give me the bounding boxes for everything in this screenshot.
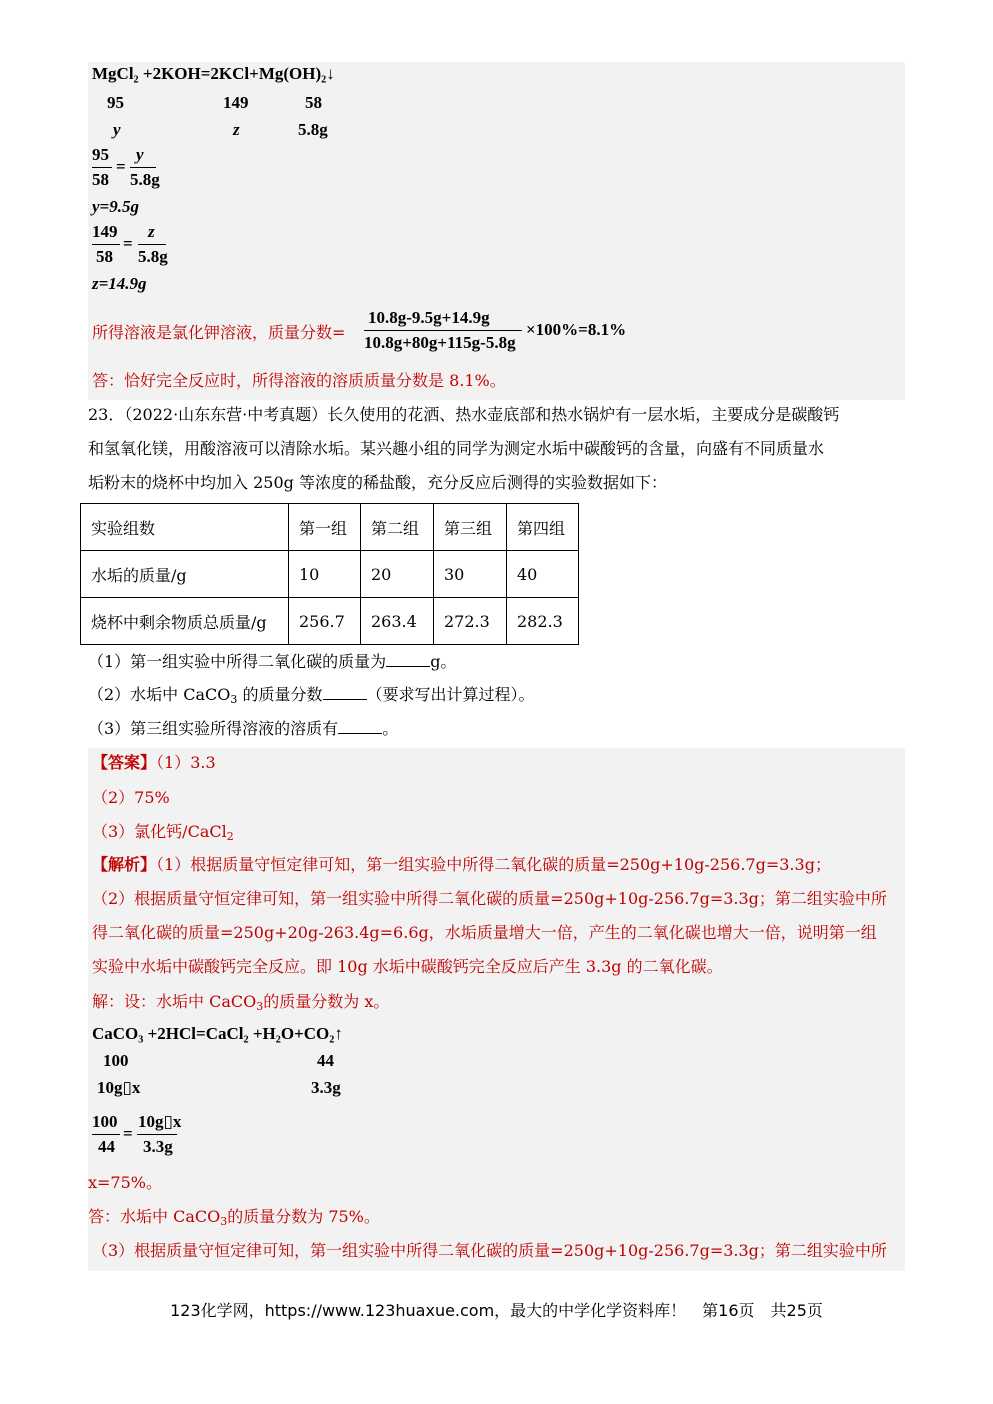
table-cell: 256.7	[289, 598, 361, 645]
header-cell: 实验组数	[81, 504, 289, 551]
table-cell: 272.3	[434, 598, 507, 645]
answer-blank	[386, 652, 430, 667]
question-line-2: 和氢氧化镁，用酸溶液可以清除水垢。某兴趣小组的同学为测定水垢中碳酸钙的含量，向盛有不同质量水	[88, 439, 825, 458]
table-cell: 282.3	[507, 598, 579, 645]
header-cell: 第三组	[434, 504, 507, 551]
page-footer: 123化学网，https://www.123huaxue.com，最大的中学化学资料库！ 第16页 共25页	[170, 1301, 823, 1320]
header-cell: 第二组	[361, 504, 434, 551]
question-line-1: 23．（2022·山东东营·中考真题）长久使用的花洒、热水壶底部和热水锅炉有一层水垢，主要成分是碳酸钙	[88, 405, 840, 424]
table-cell: 30	[434, 551, 507, 598]
table-cell: 263.4	[361, 598, 434, 645]
fraction-149-58: 149 58 = z 5.8g	[92, 222, 168, 266]
solution-setup: 解：设：水垢中 CaCO$_3$的质量分数为 x。	[92, 992, 390, 1013]
answer-line-2: （2）75%	[92, 788, 170, 807]
answer-line-3: （3）氯化钙/CaCl$_2$	[92, 822, 234, 843]
fraction-100-44: 100 44 = 10g▯x 3.3g	[92, 1112, 182, 1156]
known-5.8g: 5.8g	[298, 120, 328, 139]
final-answer: 答：水垢中 CaCO$_3$的质量分数为 75%。	[88, 1207, 380, 1228]
fraction-95-58: 95 58 = y 5.8g	[92, 145, 160, 189]
table-header-row	[81, 504, 579, 551]
mass-95: 95	[107, 93, 124, 112]
answer-blank	[338, 719, 382, 734]
analysis-line-5: （3）根据质量守恒定律可知，第一组实验中所得二氧化碳的质量=250g+10g-256.7g=3.3g；第二组实验中所	[92, 1241, 887, 1260]
mass-fraction-expression: 10.8g-9.5g+14.9g 10.8g+80g+115g-5.8g ×100%=8.1%	[364, 308, 627, 352]
subquestion-2: （2）水垢中 CaCO$_3$ 的质量分数 （要求写出计算过程）。	[88, 685, 535, 706]
z-result: z=14.9g	[92, 274, 147, 293]
top-answer: 答：恰好完全反应时，所得溶液的溶质质量分数是 8.1%。	[92, 371, 506, 390]
header-cell: 第一组	[289, 504, 361, 551]
answer-blank	[323, 685, 367, 700]
subquestion-3: （3）第三组实验所得溶液的溶质有 。	[88, 719, 399, 738]
mass-fraction-label: 所得溶液是氯化钾溶液，质量分数=	[92, 323, 346, 342]
analysis-line-3: 得二氧化碳的质量=250g+20g-263.4g=6.6g，水垢质量增大一倍，产生的二氧化碳也增大一倍，说明第一组	[92, 923, 877, 942]
x-result: x=75%。	[88, 1173, 162, 1192]
table-cell: 40	[507, 551, 579, 598]
row-label: 水垢的质量/g	[81, 551, 289, 598]
row-label: 烧杯中剩余物质总质量/g	[81, 598, 289, 645]
unknown-z: z	[233, 120, 240, 139]
analysis-line-4: 实验中水垢中碳酸钙完全反应。即 10g 水垢中碳酸钙完全反应后产生 3.3g 的二氧化碳。	[92, 957, 723, 976]
analysis-line-2: （2）根据质量守恒定律可知，第一组实验中所得二氧化碳的质量=250g+10g-256.7g=3.3g；第二组实验中所	[92, 889, 887, 908]
mass-149: 149	[223, 93, 249, 112]
equation-mgcl2: MgCl₂ +2KOH=2KCl+Mg(OH)₂↓	[92, 64, 335, 83]
question-line-3: 垢粉末的烧杯中均加入 250g 等浓度的稀盐酸，充分反应后测得的实验数据如下：	[88, 473, 667, 492]
table-row	[81, 598, 579, 645]
answer-line-1: 【答案】（1）3.3	[92, 753, 216, 772]
mass-44: 44	[317, 1051, 334, 1070]
unknown-y: y	[113, 120, 121, 139]
table-cell: 20	[361, 551, 434, 598]
table-cell: 10	[289, 551, 361, 598]
y-result: y=9.5g	[92, 197, 139, 216]
mass-58: 58	[305, 93, 322, 112]
known-3.3g: 3.3g	[311, 1078, 341, 1097]
subquestion-1: （1）第一组实验中所得二氧化碳的质量为 g。	[88, 652, 457, 671]
equation-caco3: CaCO₃ +2HCl=CaCl₂ +H₂O+CO₂↑	[92, 1024, 343, 1043]
experiment-table	[80, 503, 579, 645]
header-cell: 第四组	[507, 504, 579, 551]
mass-100: 100	[103, 1051, 129, 1070]
unknown-10gx: 10g▯x	[97, 1078, 141, 1097]
analysis-line-1: 【解析】（1）根据质量守恒定律可知，第一组实验中所得二氧化碳的质量=250g+10g-256.7g=3.3g；	[92, 855, 831, 874]
table-row	[81, 551, 579, 598]
